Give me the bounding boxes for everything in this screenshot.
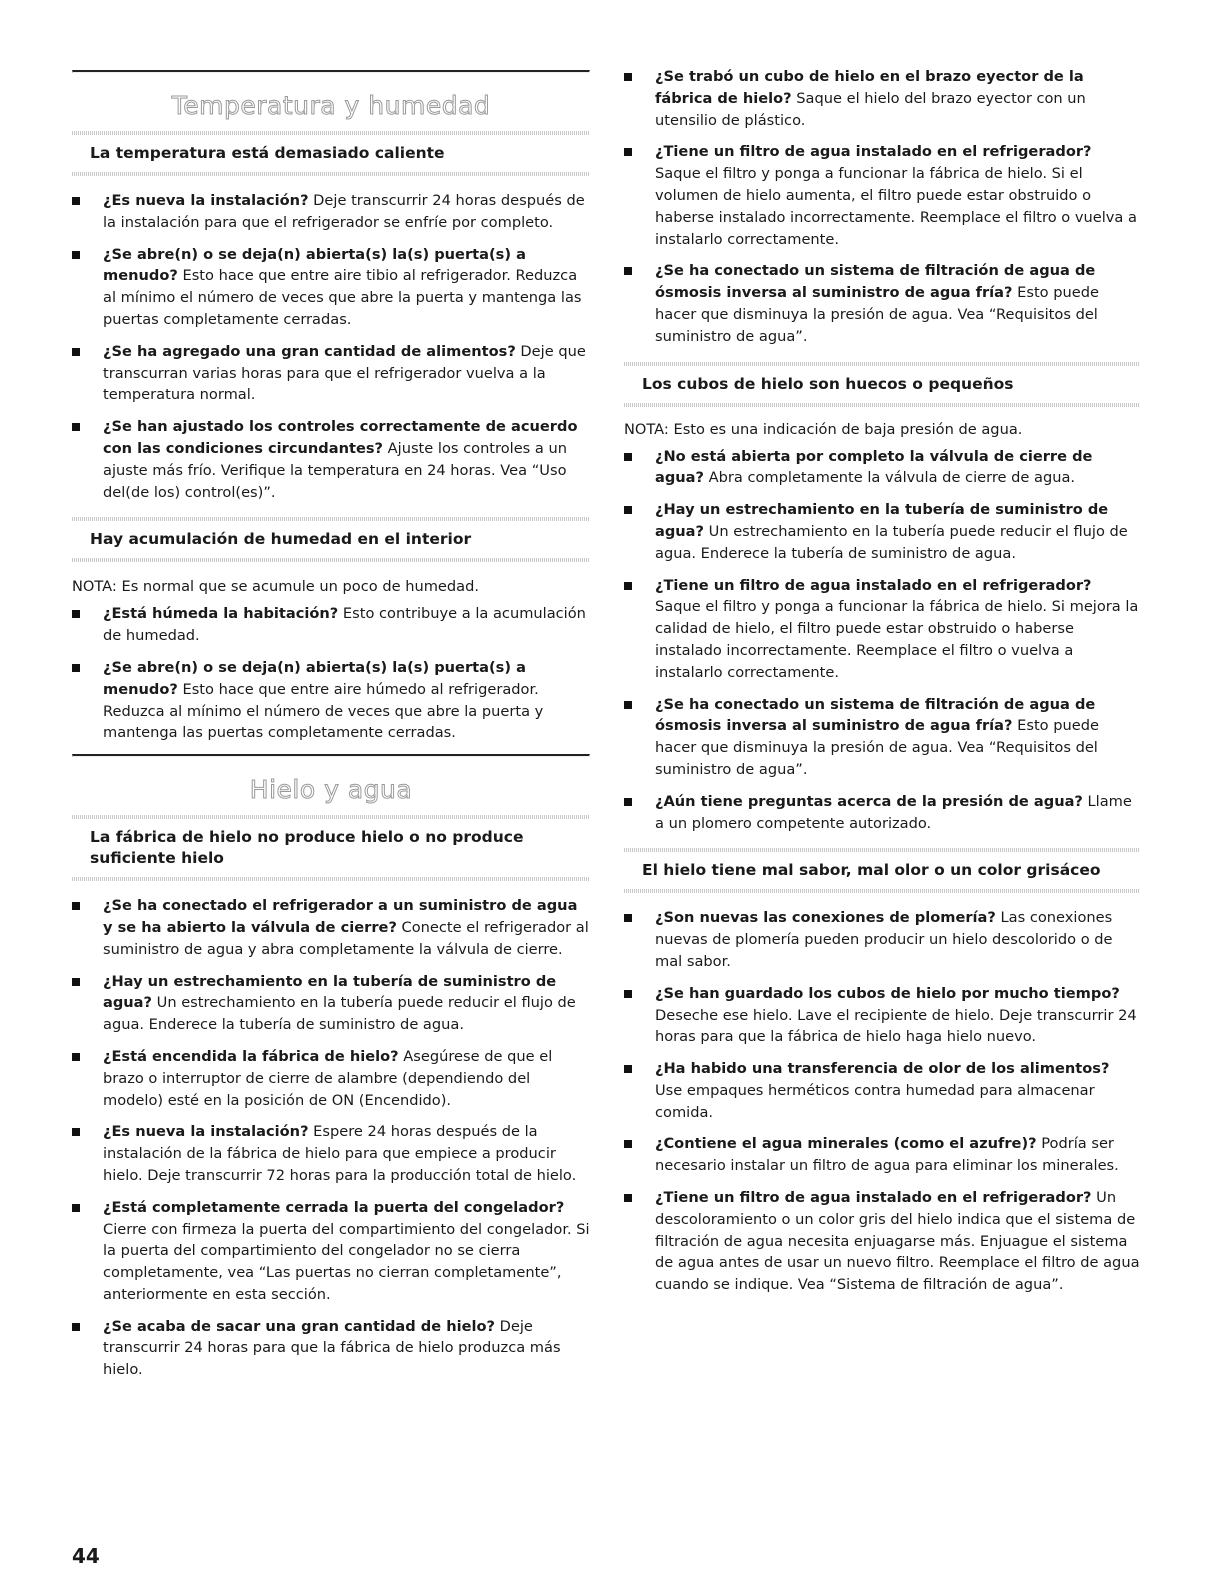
bullet-square-icon	[624, 506, 632, 514]
list-humedad	[72, 603, 590, 744]
list-item	[72, 1046, 590, 1111]
list-item	[624, 141, 1140, 250]
list-item	[72, 416, 590, 503]
bullet-square-icon	[72, 1053, 80, 1061]
bullet-square-icon	[72, 1323, 80, 1331]
bullet-square-icon	[624, 990, 632, 998]
question-text: ¿Se ha agregado una gran cantidad de alimentos?	[103, 342, 516, 360]
bullet-square-icon	[624, 914, 632, 922]
heading-no-produce-hielo: La fábrica de hielo no produce hielo o no produce suficiente hielo	[90, 828, 524, 868]
answer-text: Un estrechamiento en la tubería puede reducir el flujo de agua. Enderece la tubería de suministro de agua.	[655, 522, 1128, 562]
question-text: ¿Está encendida la fábrica de hielo?	[103, 1047, 399, 1065]
question-text: ¿Hay un estrechamiento en la tubería de suministro de agua?	[655, 501, 1109, 540]
question-text: ¿Se abre(n) o se deja(n) abierta(s) la(s) puerta(s) a menudo?	[103, 658, 526, 698]
list-item	[72, 1121, 590, 1186]
divider	[72, 172, 590, 176]
divider	[72, 558, 590, 562]
bullet-square-icon	[72, 664, 80, 672]
question-text: ¿Se trabó un cubo de hielo en el brazo eyector de la fábrica de hielo?	[655, 68, 1084, 107]
bullet-square-icon	[72, 348, 80, 356]
question-text: ¿Se han guardado los cubos de hielo por mucho tiempo?	[655, 984, 1120, 1002]
answer-text: Abra completamente la válvula de cierre de agua.	[704, 469, 1076, 487]
answer-text: Llame a un plomero competente autorizado.	[655, 792, 1132, 832]
answer-text: Saque el filtro y ponga a funcionar la fábrica de hielo. Si el volumen de hielo aumenta, el filtro puede estar obstruido o haberse instalado incorrectamente. Reemplace el filtro o vuelva a instalarlo correctamente.	[655, 165, 1137, 248]
heading-mal-sabor: El hielo tiene mal sabor, mal olor o un color grisáceo	[642, 861, 1101, 880]
question-text: ¿Se abre(n) o se deja(n) abierta(s) la(s) puerta(s) a menudo?	[103, 245, 526, 285]
bullet-square-icon	[624, 73, 632, 81]
section-rule	[72, 70, 590, 73]
bullet-square-icon	[624, 798, 632, 806]
list-temperatura-caliente	[72, 190, 590, 503]
left-column	[72, 70, 590, 1391]
list-cubos-huecos	[624, 446, 1140, 835]
list-item	[72, 971, 590, 1036]
question-text: ¿Hay un estrechamiento en la tubería de suministro de agua?	[103, 972, 557, 1012]
list-item	[624, 499, 1140, 564]
answer-text: Cierre con firmeza la puerta del compartimiento del congelador. Si la puerta del compartimiento del congelador no se cierra completamente, vea “Las puertas no cierran completamente”, anteriormente en esta sección.	[103, 1220, 590, 1303]
list-item	[624, 694, 1140, 781]
question-text: ¿Se ha conectado un sistema de filtración de agua de ósmosis inversa al suministro de agua fría?	[655, 262, 1096, 302]
list-item	[72, 244, 590, 331]
heading-humedad: Hay acumulación de humedad en el interior	[90, 530, 472, 549]
list-item	[72, 895, 590, 960]
question-text: ¿Tiene un filtro de agua instalado en el refrigerador?	[655, 576, 1092, 594]
right-column	[624, 66, 1140, 1306]
answer-text: Conecte el refrigerador al suministro de agua y abra completamente la válvula de cierre.	[103, 918, 589, 958]
answer-text: Saque el hielo del brazo eyector con un utensilio de plástico.	[655, 89, 1086, 129]
answer-text: Podría ser necesario instalar un filtro de agua para eliminar los minerales.	[655, 1135, 1119, 1175]
bullet-square-icon	[72, 423, 80, 431]
question-text: ¿Aún tiene preguntas acerca de la presión de agua?	[655, 792, 1083, 810]
bullet-square-icon	[72, 251, 80, 259]
question-text: ¿Es nueva la instalación?	[103, 192, 309, 209]
note-cubos-huecos: NOTA: Esto es una indicación de baja presión de agua.	[624, 420, 1023, 438]
page-number: 44	[72, 1544, 100, 1568]
divider	[624, 889, 1140, 893]
answer-text: Esto puede hacer que disminuya la presión de agua. Vea “Requisitos del suministro de agua”.	[655, 284, 1099, 345]
answer-text: Asegúrese de que el brazo o interruptor de cierre de alambre (dependiendo del modelo) esté en la posición de ON (Encendido).	[103, 1047, 553, 1109]
section-title-temperatura: Temperatura y humedad	[171, 91, 491, 120]
answer-text: Use empaques herméticos contra humedad para almacenar comida.	[655, 1081, 1095, 1121]
list-item	[624, 907, 1140, 972]
list-item	[624, 66, 1140, 131]
bullet-square-icon	[624, 1194, 632, 1202]
heading-temperatura-caliente: La temperatura está demasiado caliente	[90, 144, 445, 162]
list-item	[624, 575, 1140, 684]
list-item	[72, 657, 590, 744]
list-continuacion	[624, 66, 1140, 348]
heading-cubos-huecos: Los cubos de hielo son huecos o pequeños	[642, 374, 1014, 393]
bullet-square-icon	[72, 197, 80, 205]
answer-text: Esto hace que entre aire tibio al refrigerador. Reduzca al mínimo el número de veces que abre la puerta y mantenga las puertas completamente cerradas.	[103, 267, 582, 328]
list-item	[624, 260, 1140, 347]
answer-text: Esto puede hacer que disminuya la presión de agua. Vea “Requisitos del suministro de agua”.	[655, 717, 1099, 778]
answer-text: Esto contribuye a la acumulación de humedad.	[103, 605, 586, 645]
list-item	[72, 1197, 590, 1306]
bullet-square-icon	[624, 1065, 632, 1073]
list-item	[72, 1316, 590, 1381]
list-item	[624, 1058, 1140, 1123]
list-item	[624, 446, 1140, 490]
answer-text: Deseche ese hielo. Lave el recipiente de hielo. Deje transcurrir 24 horas para que la fábrica de hielo haga hielo nuevo.	[655, 1006, 1137, 1046]
list-item	[624, 791, 1140, 835]
bullet-square-icon	[72, 610, 80, 618]
question-text: ¿Tiene un filtro de agua instalado en el refrigerador?	[655, 143, 1092, 161]
question-text: ¿Tiene un filtro de agua instalado en el refrigerador?	[655, 1189, 1092, 1207]
question-text: ¿Ha habido una transferencia de olor de los alimentos?	[655, 1060, 1110, 1078]
answer-text: Ajuste los controles a un ajuste más frío. Verifique la temperatura en 24 horas. Vea “Uso del(de los) control(es)”.	[103, 439, 567, 501]
list-item	[624, 983, 1140, 1048]
divider	[624, 362, 1140, 366]
list-item	[624, 1133, 1140, 1177]
question-text: ¿No está abierta por completo la válvula de cierre de agua?	[655, 447, 1093, 487]
divider	[72, 131, 590, 135]
question-text: ¿Está completamente cerrada la puerta del congelador?	[103, 1198, 565, 1216]
bullet-square-icon	[624, 1140, 632, 1148]
divider	[624, 403, 1140, 407]
bullet-square-icon	[624, 701, 632, 709]
list-item	[72, 603, 590, 647]
section-rule	[72, 754, 590, 757]
bullet-square-icon	[624, 582, 632, 590]
question-text: ¿Son nuevas las conexiones de plomería?	[655, 909, 996, 927]
question-text: ¿Se ha conectado el refrigerador a un suministro de agua y se ha abierto la válvula de cierre?	[103, 897, 578, 936]
divider	[72, 877, 590, 881]
bullet-square-icon	[624, 267, 632, 275]
divider	[72, 815, 590, 819]
answer-text: Esto hace que entre aire húmedo al refrigerador. Reduzca al mínimo el número de veces que abre la puerta y mantenga las puertas completamente cerradas.	[103, 680, 544, 742]
bullet-square-icon	[624, 148, 632, 156]
answer-text: Un descoloramiento o un color gris del hielo indica que el sistema de filtración de agua necesita enjuagarse más. Enjuague el sistema de agua antes de usar un nuevo filtro. Reemplace el filtro de agua cuando se indique. Vea “Sistema de filtración de agua”.	[655, 1189, 1140, 1294]
section-title-hielo: Hielo y agua	[249, 775, 413, 805]
bullet-square-icon	[72, 1204, 80, 1212]
list-item	[72, 190, 590, 234]
list-item	[72, 341, 590, 406]
answer-text: Saque el filtro y ponga a funcionar la fábrica de hielo. Si mejora la calidad de hielo, el filtro puede estar obstruido o haberse instalado incorrectamente. Reemplace el filtro o vuelva a instalarlo correctamente.	[655, 598, 1139, 681]
list-mal-sabor	[624, 907, 1140, 1296]
question-text: ¿Contiene el agua minerales (como el azufre)?	[655, 1135, 1037, 1153]
bullet-square-icon	[624, 453, 632, 461]
question-text: ¿Se acaba de sacar una gran cantidad de hielo?	[103, 1317, 495, 1335]
answer-text: Deje que transcurran varias horas para que el refrigerador vuelva a la temperatura normal.	[103, 342, 586, 404]
answer-text: Un estrechamiento en la tubería puede reducir el flujo de agua. Enderece la tubería de suministro de agua.	[103, 994, 576, 1034]
note-humedad: NOTA: Es normal que se acumule un poco de humedad.	[72, 578, 480, 596]
divider	[624, 848, 1140, 852]
question-text: ¿Se han ajustado los controles correctamente de acuerdo con las condiciones circundantes?	[103, 418, 578, 457]
answer-text: Deje transcurrir 24 horas para que la fábrica de hielo produzca más hielo.	[103, 1317, 561, 1379]
list-no-produce-hielo	[72, 895, 590, 1381]
question-text: ¿Es nueva la instalación?	[103, 1123, 309, 1141]
bullet-square-icon	[72, 1128, 80, 1136]
answer-text: Espere 24 horas después de la instalación de la fábrica de hielo para que empiece a producir hielo. Deje transcurrir 72 horas para la producción total de hielo.	[103, 1123, 577, 1184]
bullet-square-icon	[72, 978, 80, 986]
answer-text: Las conexiones nuevas de plomería pueden producir un hielo descolorido o de mal sabor.	[655, 909, 1113, 970]
bullet-square-icon	[72, 902, 80, 910]
question-text: ¿Se ha conectado un sistema de filtración de agua de ósmosis inversa al suministro de agua fría?	[655, 695, 1096, 735]
divider	[72, 517, 590, 521]
question-text: ¿Está húmeda la habitación?	[103, 605, 339, 623]
answer-text: Deje transcurrir 24 horas después de la instalación para que el refrigerador se enfríe por completo.	[103, 192, 585, 231]
list-item	[624, 1187, 1140, 1296]
